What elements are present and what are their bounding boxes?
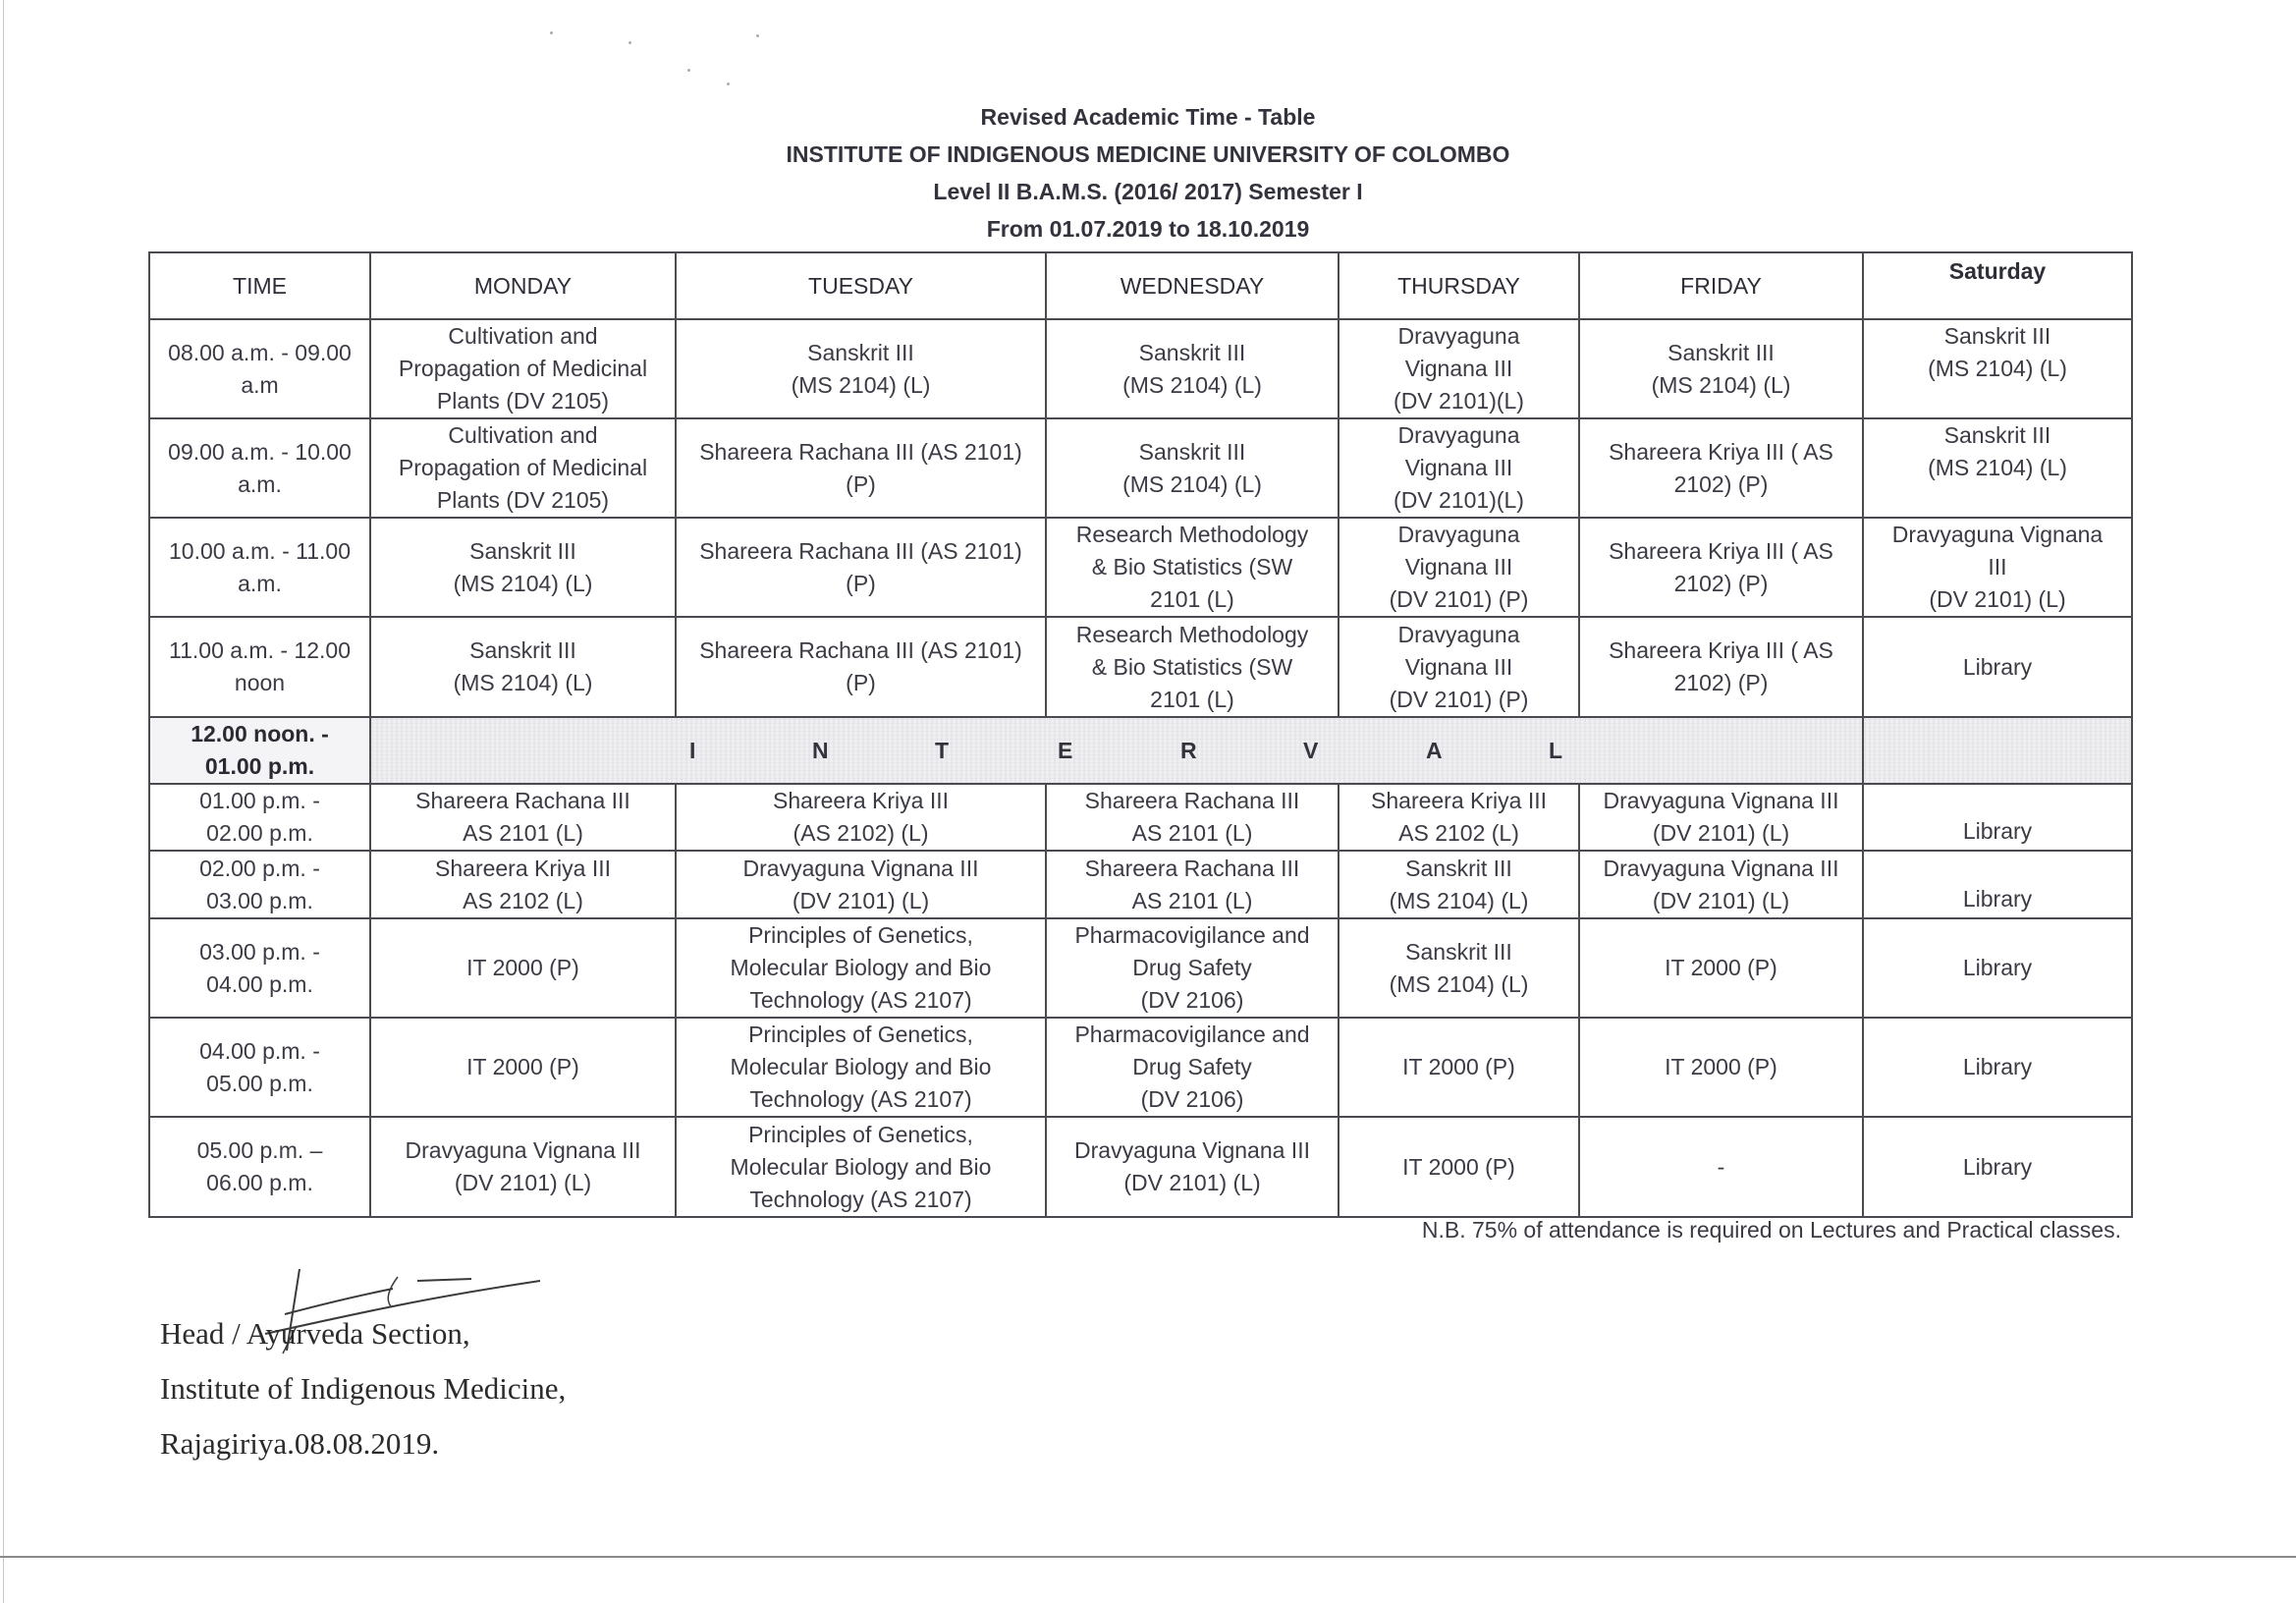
- course-text: Shareera Rachana III: [1084, 855, 1300, 881]
- time-slot-cell: [149, 518, 370, 617]
- course-text: Library: [1962, 1054, 2033, 1079]
- cell-friday: [1579, 319, 1863, 418]
- page-edge-bottom: [0, 1556, 2296, 1558]
- course-text: Library: [1962, 1153, 2033, 1180]
- course-text: Shareera Rachana III: [1084, 788, 1300, 813]
- cell-friday: [1579, 1018, 1863, 1117]
- cell-friday: [1579, 617, 1863, 717]
- scan-noise: [629, 41, 631, 44]
- cell-tuesday: [676, 851, 1046, 918]
- course-text: Sanskrit III: [469, 537, 576, 564]
- course-text: Shareera Rachana III: [415, 788, 630, 813]
- cell-wednesday: [1046, 784, 1339, 851]
- interval-letter: L: [1549, 737, 1563, 763]
- timetable: [148, 251, 2133, 1218]
- time-slot-cell: [149, 319, 370, 418]
- cell-tuesday: [676, 617, 1046, 717]
- course-text: (DV 2101)(L): [1394, 388, 1524, 414]
- time-slot-cell: [149, 418, 370, 518]
- course-text: Shareera Rachana III (AS 2101): [699, 637, 1022, 663]
- time-slot-line: a.m.: [238, 570, 282, 596]
- course-text: 2102) (P): [1673, 570, 1769, 596]
- cell-monday: [370, 319, 676, 418]
- course-text: Dravyaguna Vignana III: [1603, 855, 1839, 881]
- time-slot-line: 11.00 a.m. - 12.00: [169, 637, 351, 663]
- header-friday: FRIDAY: [1579, 252, 1863, 319]
- course-text: AS 2101 (L): [1131, 820, 1253, 846]
- course-text: Plants (DV 2105): [436, 487, 610, 513]
- cell-thursday: [1339, 851, 1579, 918]
- course-text: (P): [846, 470, 876, 497]
- course-text: IT 2000 (P): [1665, 955, 1777, 980]
- course-text: (MS 2104) (L): [1928, 356, 2067, 381]
- table-row: [149, 319, 2132, 418]
- course-text: (MS 2104) (L): [453, 670, 593, 695]
- table-row: [149, 918, 2132, 1018]
- cell-saturday: [1863, 617, 2132, 717]
- scan-noise: [550, 31, 553, 34]
- interval-time-line: 12.00 noon. -: [191, 721, 329, 746]
- cell-saturday: [1863, 1117, 2132, 1217]
- course-text: Cultivation and: [448, 323, 598, 349]
- scan-noise: [727, 83, 730, 85]
- cell-monday: [370, 418, 676, 518]
- course-text: -: [1717, 1153, 1725, 1180]
- cell-wednesday: [1046, 319, 1339, 418]
- interval-letter: R: [1180, 737, 1197, 763]
- interval-row: [149, 717, 2132, 784]
- course-text: Vignana III: [1404, 455, 1513, 480]
- date-range: From 01.07.2019 to 18.10.2019: [986, 216, 1310, 242]
- course-text: Library: [1962, 653, 2033, 680]
- course-text: Pharmacovigilance and: [1074, 922, 1310, 948]
- time-slot-cell: [149, 918, 370, 1018]
- interval-letter: E: [1058, 737, 1073, 763]
- attendance-note: N.B. 75% of attendance is required on Lectures and Practical classes.: [1421, 1217, 2121, 1243]
- time-slot-line: noon: [234, 670, 286, 695]
- cell-saturday: [1863, 918, 2132, 1018]
- course-text: IT 2000 (P): [1665, 1054, 1777, 1079]
- course-text: IT 2000 (P): [1402, 1054, 1515, 1079]
- time-slot-line: 09.00 a.m. - 10.00: [168, 438, 352, 465]
- table-row: [149, 784, 2132, 851]
- cell-friday: [1579, 518, 1863, 617]
- course-text: AS 2101 (L): [463, 820, 583, 846]
- header-time: TIME: [149, 252, 370, 319]
- scan-noise: [687, 69, 690, 72]
- course-text: Shareera Kriya III: [773, 788, 949, 813]
- time-slot-line: 02.00 p.m.: [206, 820, 313, 846]
- course-text: (P): [846, 670, 876, 695]
- course-text: (DV 2101) (P): [1389, 686, 1529, 712]
- table-row: [149, 851, 2132, 918]
- interval-label: [370, 717, 1863, 784]
- header-monday: MONDAY: [370, 252, 676, 319]
- course-text: (MS 2104) (L): [453, 570, 593, 596]
- course-text: Drug Safety: [1132, 1054, 1252, 1079]
- header-row: [149, 252, 2132, 319]
- course-text: (DV 2101) (L): [1652, 820, 1790, 846]
- table-row: [149, 1117, 2132, 1217]
- cell-tuesday: [676, 518, 1046, 617]
- course-text: Sanskrit III: [469, 637, 576, 663]
- cell-tuesday: [676, 319, 1046, 418]
- time-slot-line: 08.00 a.m. - 09.00: [168, 339, 352, 365]
- time-slot-line: a.m: [241, 371, 279, 398]
- cell-tuesday: [676, 1018, 1046, 1117]
- cell-thursday: [1339, 1018, 1579, 1117]
- course-text: Library: [1962, 886, 2033, 912]
- cell-thursday: [1339, 617, 1579, 717]
- header-thursday: THURSDAY: [1339, 252, 1579, 319]
- course-text: Propagation of Medicinal: [398, 356, 648, 381]
- cell-monday: [370, 784, 676, 851]
- time-slot-line: 05.00 p.m.: [206, 1070, 313, 1096]
- interval-letter: T: [935, 737, 950, 763]
- course-text: 2102) (P): [1673, 470, 1769, 497]
- course-text: (MS 2104) (L): [791, 371, 931, 398]
- course-text: Dravyaguna Vignana III: [1074, 1137, 1310, 1163]
- course-text: Sanskrit III: [1405, 938, 1512, 965]
- course-text: Shareera Kriya III ( AS: [1609, 438, 1833, 465]
- cell-thursday: [1339, 518, 1579, 617]
- course-text: (P): [846, 570, 876, 596]
- course-text: Dravyaguna Vignana: [1891, 522, 2104, 547]
- course-text: Molecular Biology and Bio: [730, 955, 992, 980]
- course-text: (DV 2106): [1140, 1086, 1244, 1112]
- course-text: Principles of Genetics,: [748, 1121, 973, 1147]
- program-level: Level II B.A.M.S. (2016/ 2017) Semester I: [933, 179, 1363, 204]
- course-text: Drug Safety: [1132, 955, 1252, 980]
- course-text: (DV 2106): [1140, 987, 1244, 1013]
- course-text: (DV 2101) (L): [1929, 586, 2066, 612]
- time-slot-cell: [149, 851, 370, 918]
- course-text: Cultivation and: [448, 422, 598, 448]
- course-text: (DV 2101)(L): [1394, 487, 1524, 513]
- cell-monday: [370, 1018, 676, 1117]
- course-text: (MS 2104) (L): [1651, 371, 1791, 398]
- time-slot-cell: [149, 1117, 370, 1217]
- table-row: [149, 1018, 2132, 1117]
- course-text: Vignana III: [1404, 554, 1513, 580]
- course-text: IT 2000 (P): [466, 955, 579, 980]
- course-text: (DV 2101) (P): [1389, 586, 1529, 612]
- course-text: Shareera Kriya III: [435, 855, 611, 881]
- course-text: (MS 2104) (L): [1122, 470, 1262, 497]
- table-row: [149, 617, 2132, 717]
- cell-wednesday: [1046, 518, 1339, 617]
- course-text: Library: [1962, 955, 2033, 980]
- cell-thursday: [1339, 319, 1579, 418]
- interval-time: [149, 717, 370, 784]
- course-text: (DV 2101) (L): [792, 887, 930, 913]
- cell-monday: [370, 851, 676, 918]
- course-text: Technology (AS 2107): [749, 1086, 972, 1112]
- signoff-institution: Institute of Indigenous Medicine,: [160, 1371, 567, 1406]
- course-text: Propagation of Medicinal: [398, 455, 648, 480]
- interval-saturday-cell: [1863, 717, 2132, 784]
- course-text: (DV 2101) (L): [1123, 1170, 1261, 1195]
- course-text: & Bio Statistics (SW: [1091, 554, 1293, 580]
- course-text: Dravyaguna Vignana III: [405, 1137, 641, 1163]
- course-text: Shareera Kriya III ( AS: [1609, 637, 1833, 663]
- course-text: (MS 2104) (L): [1389, 970, 1529, 997]
- interval-letter: V: [1303, 737, 1319, 763]
- course-text: Dravyaguna Vignana III: [742, 855, 979, 881]
- time-slot-line: 04.00 p.m. -: [199, 1037, 320, 1064]
- time-slot-line: 02.00 p.m. -: [199, 855, 320, 881]
- cell-tuesday: [676, 1117, 1046, 1217]
- course-text: Shareera Rachana III (AS 2101): [699, 438, 1022, 465]
- cell-tuesday: [676, 418, 1046, 518]
- course-text: Plants (DV 2105): [436, 388, 610, 414]
- table-row: [149, 518, 2132, 617]
- cell-thursday: [1339, 1117, 1579, 1217]
- course-text: Research Methodology: [1075, 621, 1309, 647]
- course-text: Sanskrit III: [807, 339, 914, 365]
- cell-wednesday: [1046, 1117, 1339, 1217]
- course-text: Vignana III: [1404, 356, 1513, 381]
- course-text: Sanskrit III: [1138, 438, 1246, 465]
- cell-friday: [1579, 418, 1863, 518]
- course-text: Dravyaguna: [1397, 323, 1520, 349]
- course-text: IT 2000 (P): [1402, 1153, 1515, 1180]
- course-text: Sanskrit III: [1667, 339, 1775, 365]
- interval-letter: N: [812, 737, 829, 763]
- course-text: (MS 2104) (L): [1122, 371, 1262, 398]
- cell-saturday: [1863, 518, 2132, 617]
- time-slot-line: 01.00 p.m. -: [199, 788, 320, 813]
- course-text: IT 2000 (P): [466, 1054, 579, 1079]
- course-text: 2102) (P): [1673, 670, 1769, 695]
- course-text: (DV 2101) (L): [454, 1170, 592, 1195]
- course-text: Shareera Rachana III (AS 2101): [699, 537, 1022, 564]
- course-text: Shareera Kriya III ( AS: [1609, 537, 1833, 564]
- signoff-title: Head / Ayurveda Section,: [160, 1316, 470, 1351]
- cell-tuesday: [676, 918, 1046, 1018]
- course-text: (MS 2104) (L): [1389, 887, 1529, 913]
- cell-friday: [1579, 918, 1863, 1018]
- time-slot-line: 03.00 p.m. -: [199, 938, 320, 965]
- cell-saturday: [1863, 1018, 2132, 1117]
- cell-saturday: [1863, 319, 2132, 418]
- interval-letter: I: [689, 737, 696, 763]
- time-slot-line: 05.00 p.m. –: [196, 1137, 323, 1163]
- institution-name: INSTITUTE OF INDIGENOUS MEDICINE UNIVERSITY OF COLOMBO: [786, 141, 1510, 167]
- doc-title: Revised Academic Time - Table: [980, 104, 1316, 130]
- header-wednesday: WEDNESDAY: [1046, 252, 1339, 319]
- time-slot-line: a.m.: [238, 470, 282, 497]
- course-text: III: [1988, 554, 2007, 580]
- cell-thursday: [1339, 784, 1579, 851]
- course-text: Technology (AS 2107): [749, 987, 972, 1013]
- cell-wednesday: [1046, 918, 1339, 1018]
- signoff-block: [160, 1306, 566, 1471]
- course-text: Sanskrit III: [1138, 339, 1246, 365]
- cell-monday: [370, 1117, 676, 1217]
- course-text: Technology (AS 2107): [749, 1186, 972, 1212]
- time-slot-line: 04.00 p.m.: [206, 970, 313, 997]
- course-text: Dravyaguna: [1397, 422, 1520, 448]
- interval-letters: [377, 735, 1856, 767]
- time-slot-cell: [149, 1018, 370, 1117]
- header-saturday: Saturday: [1863, 252, 2132, 319]
- cell-tuesday: [676, 784, 1046, 851]
- course-text: Dravyaguna: [1397, 621, 1520, 647]
- time-slot-line: 10.00 a.m. - 11.00: [169, 537, 351, 564]
- header-tuesday: TUESDAY: [676, 252, 1046, 319]
- course-text: Shareera Kriya III: [1371, 788, 1547, 813]
- cell-thursday: [1339, 918, 1579, 1018]
- time-slot-line: 03.00 p.m.: [206, 887, 313, 913]
- scan-noise: [756, 34, 759, 37]
- cell-wednesday: [1046, 418, 1339, 518]
- cell-wednesday: [1046, 1018, 1339, 1117]
- course-text: Principles of Genetics,: [748, 1022, 973, 1047]
- course-text: Principles of Genetics,: [748, 922, 973, 948]
- course-text: 2101 (L): [1150, 586, 1234, 612]
- cell-monday: [370, 518, 676, 617]
- time-slot-line: 06.00 p.m.: [206, 1170, 313, 1195]
- course-text: Vignana III: [1404, 653, 1513, 680]
- cell-friday: [1579, 784, 1863, 851]
- cell-monday: [370, 918, 676, 1018]
- cell-saturday: [1863, 851, 2132, 918]
- cell-wednesday: [1046, 617, 1339, 717]
- course-text: Sanskrit III: [1405, 855, 1512, 881]
- course-text: Pharmacovigilance and: [1074, 1022, 1310, 1047]
- course-text: Dravyaguna Vignana III: [1603, 788, 1839, 813]
- cell-friday: [1579, 1117, 1863, 1217]
- course-text: (AS 2102) (L): [793, 820, 929, 846]
- course-text: Molecular Biology and Bio: [730, 1054, 992, 1079]
- cell-saturday: [1863, 784, 2132, 851]
- time-slot-cell: [149, 617, 370, 717]
- cell-thursday: [1339, 418, 1579, 518]
- course-text: Library: [1962, 818, 2033, 844]
- course-text: (MS 2104) (L): [1928, 455, 2067, 480]
- cell-wednesday: [1046, 851, 1339, 918]
- document-header: [0, 98, 2296, 248]
- course-text: Research Methodology: [1075, 522, 1309, 547]
- course-text: 2101 (L): [1150, 686, 1234, 712]
- course-text: AS 2101 (L): [1131, 887, 1253, 913]
- course-text: Sanskrit III: [1943, 422, 2051, 448]
- course-text: Molecular Biology and Bio: [730, 1153, 992, 1180]
- cell-saturday: [1863, 418, 2132, 518]
- course-text: (DV 2101) (L): [1652, 887, 1790, 913]
- interval-time-line: 01.00 p.m.: [204, 753, 315, 779]
- course-text: AS 2102 (L): [1398, 820, 1519, 846]
- course-text: Dravyaguna: [1397, 522, 1520, 547]
- course-text: AS 2102 (L): [463, 887, 583, 913]
- interval-letter: A: [1426, 737, 1443, 763]
- cell-friday: [1579, 851, 1863, 918]
- signoff-place-date: Rajagiriya.08.08.2019.: [160, 1426, 440, 1461]
- table-row: [149, 418, 2132, 518]
- time-slot-cell: [149, 784, 370, 851]
- cell-monday: [370, 617, 676, 717]
- course-text: & Bio Statistics (SW: [1091, 653, 1293, 680]
- course-text: Sanskrit III: [1943, 323, 2051, 349]
